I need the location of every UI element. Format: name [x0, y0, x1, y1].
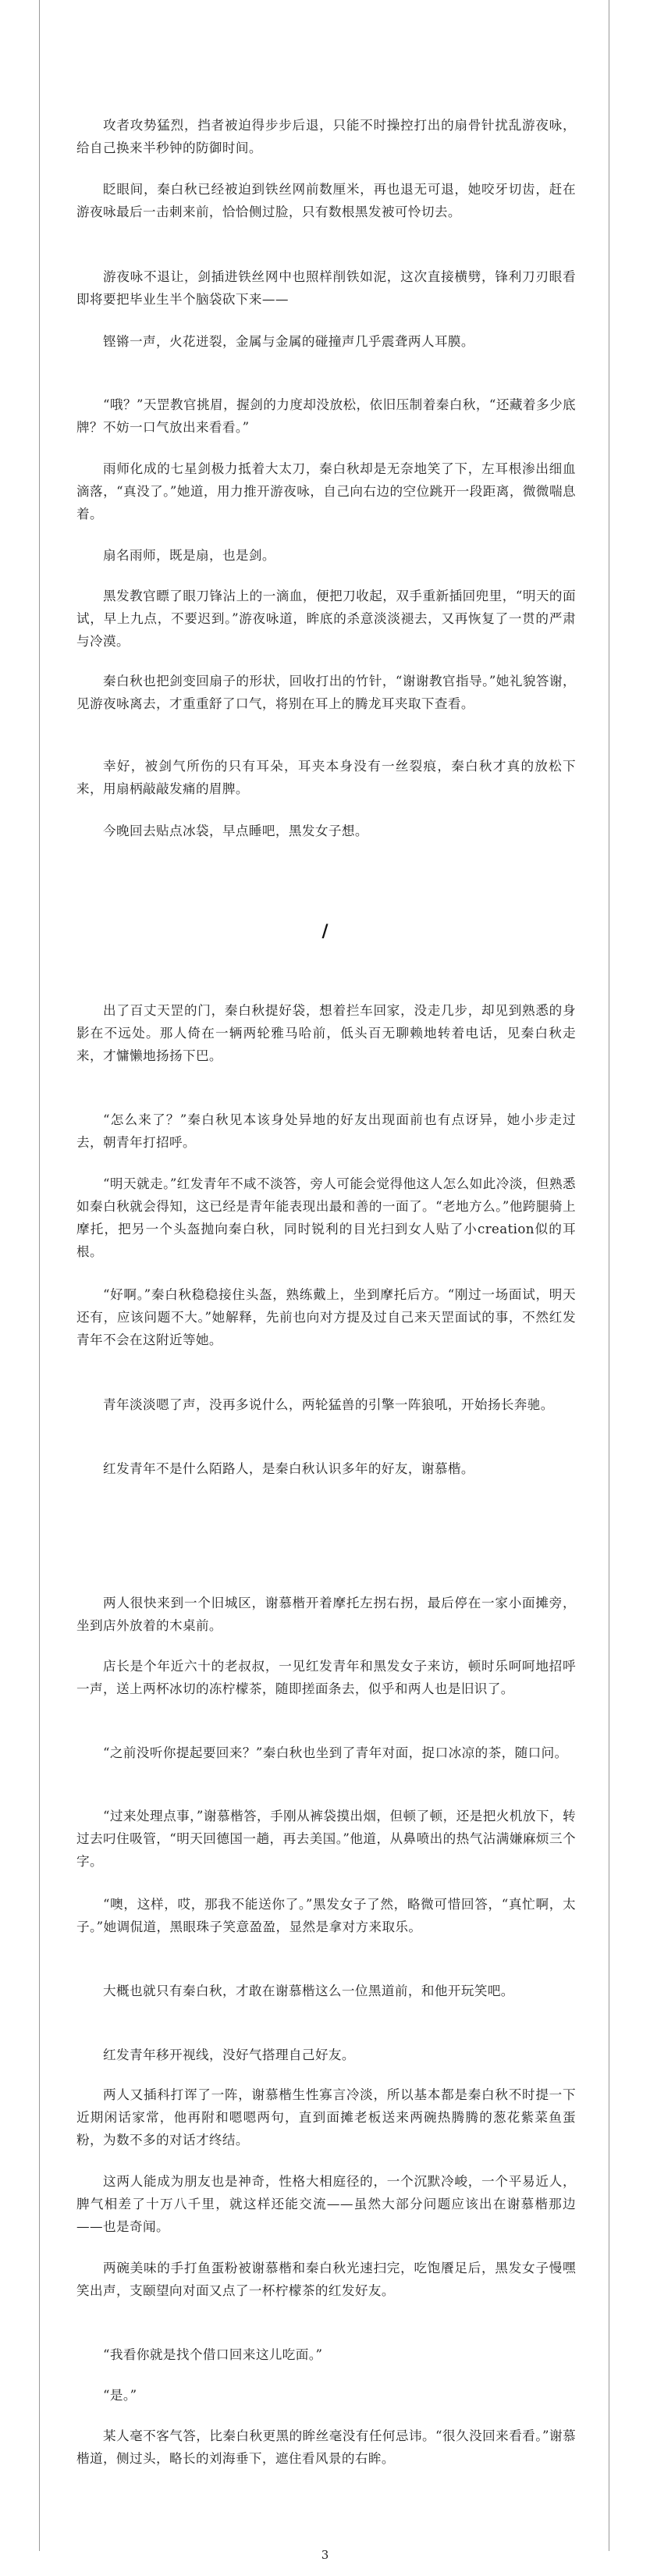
paragraph: “过来处理点事，”谢慕楷答，手刚从裤袋摸出烟，但顿了顿，还是把火机放下，转过去叼住吸管，“明天回德国一趟，再去美国。”他道，从鼻喷出的热气沾满嫌麻烦三个字。 [76, 1809, 576, 1869]
paragraph: “之前没听你提起要回来？”秦白秋也坐到了青年对面，捉口冰凉的茶，随口问。 [103, 1745, 568, 1760]
paragraph: “是。” [103, 2388, 137, 2403]
left-margin-rule [39, 0, 40, 2551]
paragraph: 两碗美味的手打鱼蛋粉被谢慕楷和秦白秋光速扫完，吃饱餍足后，黑发女子慢嘿笑出声，支颐望向对面又点了一杯柠檬茶的红发好友。 [76, 2261, 576, 2298]
paragraph: 这两人能成为朋友也是神奇，性格大相庭径的，一个沉默冷峻，一个平易近人，脾气相差了十万八千里，就这样还能交流——虽然大部分问题应该出在谢慕楷那边——也是奇闻。 [76, 2174, 576, 2234]
paragraph: 红发青年移开视线，没好气搭理自己好友。 [103, 2048, 355, 2062]
paragraph: 扇名雨师，既是扇，也是剑。 [103, 548, 275, 563]
section-separator: / [321, 921, 329, 941]
paragraph: 黑发教官瞟了眼刀锋沾上的一滴血，便把刀收起，双手重新插回兜里，“明天的面试，早上九点，不要迟到。”游夜咏道，眸底的杀意淡淡褪去，又再恢复了一贯的严肃与冷漠。 [76, 589, 576, 649]
paragraph: 秦白秋也把剑变回扇子的形状，回收打出的竹针，“谢谢教官指导。”她礼貌答谢，见游夜咏离去，才重重舒了口气，将别在耳上的腾龙耳夹取下查看。 [76, 674, 576, 711]
paragraph: 出了百丈天罡的门，秦白秋提好袋，想着拦车回家，没走几步，却见到熟悉的身影在不远处。那人倚在一辆两轮雅马哈前，低头百无聊赖地转着电话，见秦白秋走来，才慵懒地扬扬下巴。 [76, 1003, 576, 1063]
paragraph: 游夜咏不退让，剑插进铁丝网中也照样削铁如泥，这次直接横劈，锋利刀刃眼看即将要把毕业生半个脑袋砍下来—— [76, 269, 576, 307]
paragraph: 铿锵一声，火花迸裂，金属与金属的碰撞声几乎震聋两人耳膜。 [103, 334, 474, 349]
paragraph: 红发青年不是什么陌路人，是秦白秋认识多年的好友，谢慕楷。 [103, 1461, 474, 1476]
paragraph: “怎么来了？”秦白秋见本该身处异地的好友出现面前也有点讶异，她小步走过去，朝青年打招呼。 [76, 1112, 576, 1150]
paragraph: 今晚回去贴点冰袋，早点睡吧，黑发女子想。 [103, 824, 368, 838]
paragraph: “好啊。”秦白秋稳稳接住头盔，熟练戴上，坐到摩托后方。“刚过一场面试，明天还有，应该问题不大。”她解释，先前也向对方提及过自己来天罡面试的事，不然红发青年不会在这附近等她。 [76, 1287, 576, 1347]
paragraph: 店长是个年近六十的老叔叔，一见红发青年和黑发女子来访，顿时乐呵呵地招呼一声，送上两杯冰切的冻柠檬茶，随即搓面条去，似乎和两人也是旧识了。 [76, 1659, 576, 1696]
paragraph: “明天就走。”红发青年不咸不淡答，旁人可能会觉得他这人怎么如此冷淡，但熟悉如秦白秋就会得知，这已经是青年能表现出最和善的一面了。“老地方么。”他跨腿骑上摩托，把另一个头盔抛向秦白秋，同时锐利的目光扫到女人贴了小creation似的耳根。 [76, 1176, 576, 1259]
paragraph: 青年淡淡嗯了声，没再多说什么，两轮猛兽的引擎一阵狼吼，开始扬长奔驰。 [103, 1397, 554, 1412]
paragraph: 雨师化成的七星剑极力抵着大太刀，秦白秋却是无奈地笑了下，左耳根渗出细血滴落，“真没了。”她道，用力推开游夜咏，自己向右边的空位跳开一段距离，微微喘息着。 [76, 461, 576, 521]
paragraph: 幸好，被剑气所伤的只有耳朵，耳夹本身没有一丝裂痕，秦白秋才真的放松下来，用扇柄敲敲发痛的眉脾。 [76, 759, 576, 796]
paragraph: 眨眼间，秦白秋已经被迫到铁丝网前数厘米，再也退无可退，她咬牙切齿，赶在游夜咏最后一击刺来前，恰恰侧过脸，只有数根黑发被可怜切去。 [76, 182, 576, 219]
paragraph: 两人很快来到一个旧城区，谢慕楷开着摩托左拐右拐，最后停在一家小面摊旁，坐到店外放着的木桌前。 [76, 1596, 576, 1633]
paragraph: 某人毫不客气答，比秦白秋更黑的眸丝毫没有任何忌讳。“很久没回来看看。”谢慕楷道，侧过头，略长的刘海垂下，遮住看风景的右眸。 [76, 2428, 576, 2466]
paragraph: 大概也就只有秦白秋，才敢在谢慕楷这么一位黑道前，和他开玩笑吧。 [103, 1984, 514, 1998]
page-number: 3 [321, 2548, 329, 2562]
paragraph: 两人又插科打诨了一阵，谢慕楷生性寡言冷淡，所以基本都是秦白秋不时提一下近期闲话家常，他再附和嗯嗯两句，直到面摊老板送来两碗热腾腾的葱花紫菜鱼蛋粉，为数不多的对话才终结。 [76, 2087, 576, 2147]
paragraph: “哦？”天罡教官挑眉，握剑的力度却没放松，依旧压制着秦白秋，“还藏着多少底牌？不妨一口气放出来看看。” [76, 397, 576, 435]
paragraph: 攻者攻势猛烈，挡者被迫得步步后退，只能不时操控打出的扇骨针扰乱游夜咏，给自己换来半秒钟的防御时间。 [76, 118, 576, 155]
paragraph: “我看你就是找个借口回来这儿吃面。” [103, 2347, 323, 2362]
paragraph: “噢，这样，哎，那我不能送你了。”黑发女子了然，略微可惜回答，“真忙啊，太子。”她调侃道，黑眼珠子笑意盈盈，显然是拿对方来取乐。 [76, 1897, 576, 1934]
